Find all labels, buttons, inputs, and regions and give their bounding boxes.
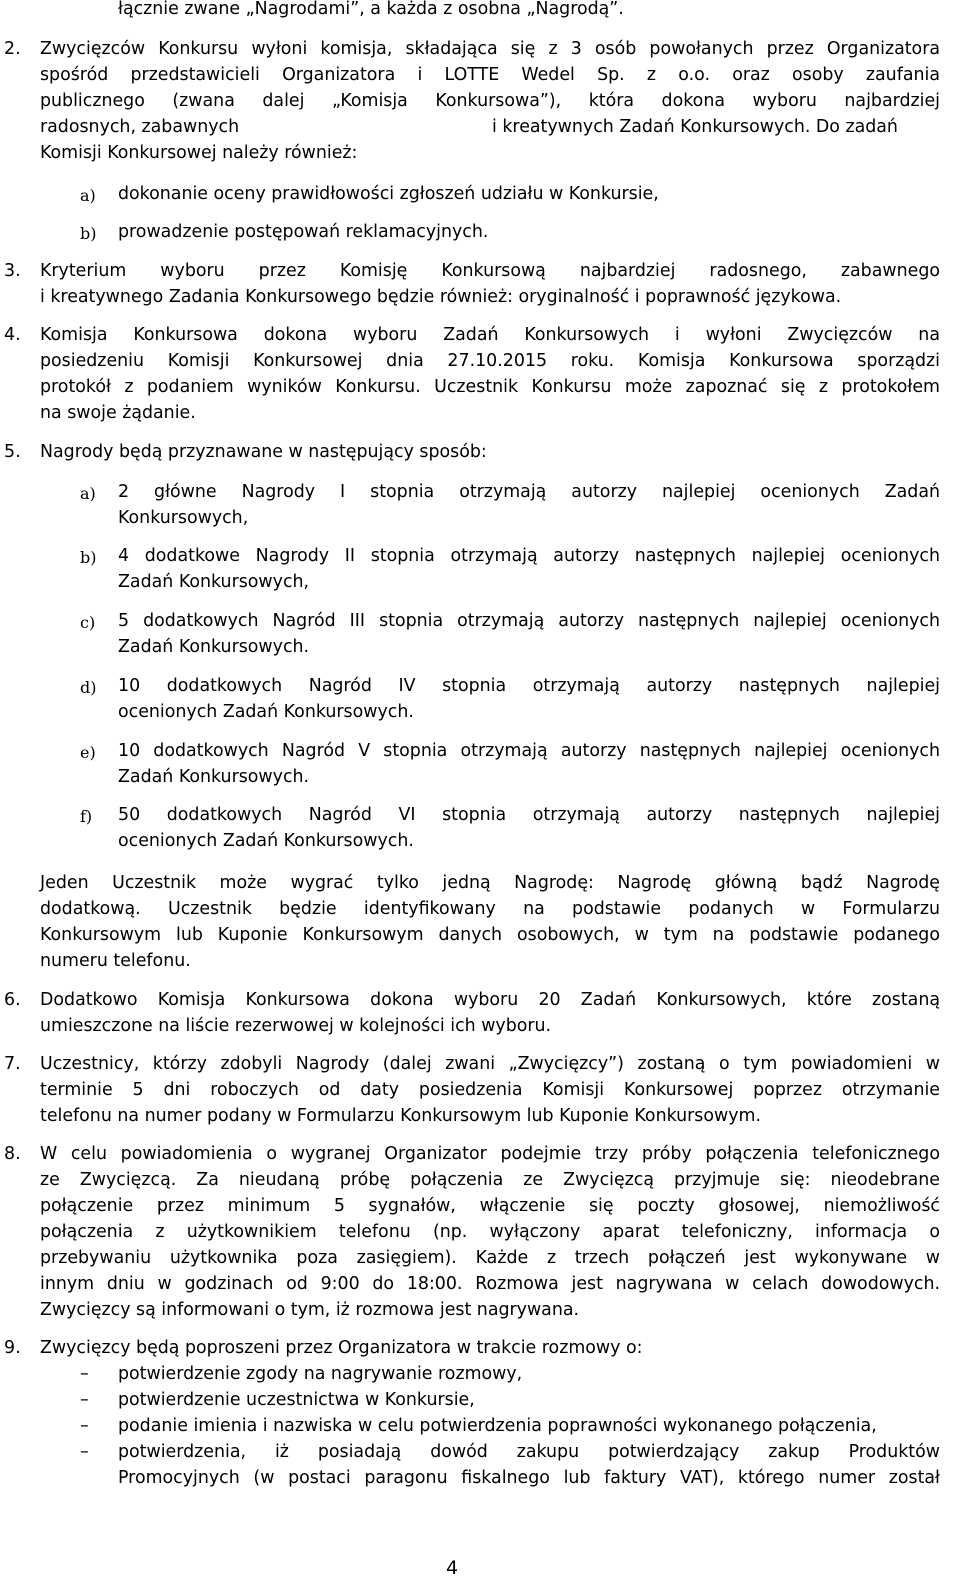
item-5-number: 5. <box>4 442 21 462</box>
text-line: 10 dodatkowych Nagród V stopnia otrzymają autorzy następnych najlepiej ocenionych <box>118 741 940 761</box>
text-line: 50 dodatkowych Nagród VI stopnia otrzymają autorzy następnych najlepiej <box>118 805 940 825</box>
item-2-sub-a: dokonanie oceny prawidłowości zgłoszeń udziału w Konkursie, <box>118 184 659 204</box>
text-line: Konkursowych, <box>118 508 249 528</box>
text-line: Komisji Konkursowej należy również: <box>40 143 358 163</box>
text-line: Promocyjnych (w postaci paragonu fiskalnego lub faktury VAT), którego numer został <box>118 1468 940 1488</box>
text-line: na swoje żądanie. <box>40 403 196 423</box>
item-5-letter-f: f) <box>80 807 93 826</box>
item-5-letter-a: a) <box>80 484 96 503</box>
item-5-intro: Nagrody będą przyznawane w następujący sposób: <box>40 442 487 462</box>
item-4-number: 4. <box>4 325 21 345</box>
item-2-text <box>40 37 940 187</box>
item-2-letter-a: a) <box>80 186 96 205</box>
item-5-sub-c <box>118 609 940 661</box>
bullet-dash: – <box>80 1390 89 1410</box>
item-5-letter-d: d) <box>80 678 97 697</box>
item-5-closing-paragraph <box>40 871 940 975</box>
text-line: terminie 5 dni roboczych od daty posiedzenia Komisji Konkursowej poprzez otrzymanie <box>40 1080 940 1100</box>
item-8-text <box>40 1142 940 1324</box>
intro-line: łącznie zwane „Nagrodami”, a każda z osobna „Nagrodą”. <box>118 0 624 19</box>
text-line: protokół z podaniem wyników Konkursu. Uczestnik Konkursu może zapoznać się z protokołem <box>40 377 940 397</box>
text-line: numeru telefonu. <box>40 951 191 971</box>
bullet-dash: – <box>80 1416 89 1436</box>
text-line: ze Zwycięzcą. Za nieudaną próbę połączenia ze Zwycięzcą przyjmuje się: nieodebrane <box>40 1170 940 1190</box>
item-5-sub-e <box>118 739 940 791</box>
text-line: Zadań Konkursowych, <box>118 572 310 592</box>
text-line: przebywaniu użytkownika poza zasięgiem). Każde z trzech połączeń jest wykonywane w <box>40 1248 940 1268</box>
item-5-sub-b <box>118 544 940 596</box>
item-9-intro: Zwycięzcy będą poproszeni przez Organizatora w trakcie rozmowy o: <box>40 1338 643 1358</box>
text-line: Uczestnicy, którzy zdobyli Nagrody (dalej zwani „Zwycięzcy”) zostaną o tym powiadomieni w <box>40 1054 940 1074</box>
item-5-letter-e: e) <box>80 743 96 762</box>
text-line: Jeden Uczestnik może wygrać tylko jedną Nagrodę: Nagrodę główną bądź Nagrodę <box>40 873 940 893</box>
item-6-number: 6. <box>4 990 21 1010</box>
item-9-bullet: potwierdzenie uczestnictwa w Konkursie, <box>118 1390 475 1410</box>
text-line: Kryterium wyboru przez Komisję Konkursową najbardziej radosnego, zabawnego <box>40 261 940 281</box>
text-line: spośród przedstawicieli Organizatora i LOTTE Wedel Sp. z o.o. oraz osoby zaufania <box>40 65 940 85</box>
text-line: telefonu na numer podany w Formularzu Konkursowym lub Kuponie Konkursowym. <box>40 1106 761 1126</box>
text-line: innym dniu w godzinach od 9:00 do 18:00. Rozmowa jest nagrywana w celach dowodowych. <box>40 1274 940 1294</box>
item-7-number: 7. <box>4 1054 21 1074</box>
item-2-sub-b: prowadzenie postępowań reklamacyjnych. <box>118 222 489 242</box>
item-5-letter-b: b) <box>80 548 97 567</box>
item-7-text <box>40 1052 940 1130</box>
text-line: W celu powiadomienia o wygranej Organizator podejmie trzy próby połączenia telefonicznego <box>40 1144 940 1164</box>
text-line: publicznego (zwana dalej „Komisja Konkursowa”), która dokona wyboru najbardziej <box>40 91 940 111</box>
item-9-bullet-last <box>118 1440 940 1492</box>
page-number: 4 <box>446 1557 459 1579</box>
text-line: 2 główne Nagrody I stopnia otrzymają autorzy najlepiej ocenionych Zadań <box>118 482 940 502</box>
text-line: ocenionych Zadań Konkursowych. <box>118 702 414 722</box>
text-line: dodatkową. Uczestnik będzie identyfikowany na podstawie podanych w Formularzu <box>40 899 940 919</box>
item-9-bullet: podanie imienia i nazwiska w celu potwierdzenia poprawności wykonanego połączenia, <box>118 1416 877 1436</box>
item-3-text <box>40 259 940 311</box>
bullet-dash: – <box>80 1442 89 1462</box>
item-2-letter-b: b) <box>80 224 97 243</box>
item-9-number: 9. <box>4 1338 21 1358</box>
item-9-bullet: potwierdzenie zgody na nagrywanie rozmowy, <box>118 1364 523 1384</box>
text-line: 10 dodatkowych Nagród IV stopnia otrzymają autorzy następnych najlepiej <box>118 676 940 696</box>
text-line-part: radosnych, zabawnych <box>40 117 240 137</box>
text-line: Dodatkowo Komisja Konkursowa dokona wyboru 20 Zadań Konkursowych, które zostaną <box>40 990 940 1010</box>
text-line: Zadań Konkursowych. <box>118 767 310 787</box>
item-5-sub-f <box>118 803 940 855</box>
text-line: Zadań Konkursowych. <box>118 637 310 657</box>
text-line: Konkursowym lub Kuponie Konkursowym danych osobowych, w tym na podstawie podanego <box>40 925 940 945</box>
text-line: ocenionych Zadań Konkursowych. <box>118 831 414 851</box>
text-line: posiedzeniu Komisji Konkursowej dnia 27.10.2015 roku. Komisja Konkursowa sporządzi <box>40 351 940 371</box>
item-5-letter-c: c) <box>80 613 96 632</box>
item-2-number: 2. <box>4 39 21 59</box>
text-line: umieszczone na liście rezerwowej w kolejności ich wyboru. <box>40 1016 552 1036</box>
text-line-part: i kreatywnych Zadań Konkursowych. Do zadań <box>492 117 898 137</box>
text-line: i kreatywnego Zadania Konkursowego będzie również: oryginalność i poprawność językowa. <box>40 287 842 307</box>
text-line: Komisja Konkursowa dokona wyboru Zadań Konkursowych i wyłoni Zwycięzców na <box>40 325 940 345</box>
text-line: Zwycięzcy są informowani o tym, iż rozmowa jest nagrywana. <box>40 1300 580 1320</box>
item-5-sub-a <box>118 480 940 532</box>
item-4-text <box>40 323 940 427</box>
text-line: potwierdzenia, iż posiadają dowód zakupu potwierdzający zakup Produktów <box>118 1442 940 1462</box>
text-line: Zwycięzców Konkursu wyłoni komisja, składająca się z 3 osób powołanych przez Organizatora <box>40 39 940 59</box>
text-line: 5 dodatkowych Nagród III stopnia otrzymają autorzy następnych najlepiej ocenionych <box>118 611 940 631</box>
item-3-number: 3. <box>4 261 21 281</box>
text-line: połączenia z użytkownikiem telefonu (np. wyłączony aparat telefoniczny, informacja o <box>40 1222 940 1242</box>
text-line: 4 dodatkowe Nagrody II stopnia otrzymają autorzy następnych najlepiej ocenionych <box>118 546 940 566</box>
text-line: połączenie przez minimum 5 sygnałów, włączenie się poczty głosowej, niemożliwość <box>40 1196 940 1216</box>
item-5-sub-d <box>118 674 940 726</box>
item-6-text <box>40 988 940 1040</box>
bullet-dash: – <box>80 1364 89 1384</box>
item-8-number: 8. <box>4 1144 21 1164</box>
